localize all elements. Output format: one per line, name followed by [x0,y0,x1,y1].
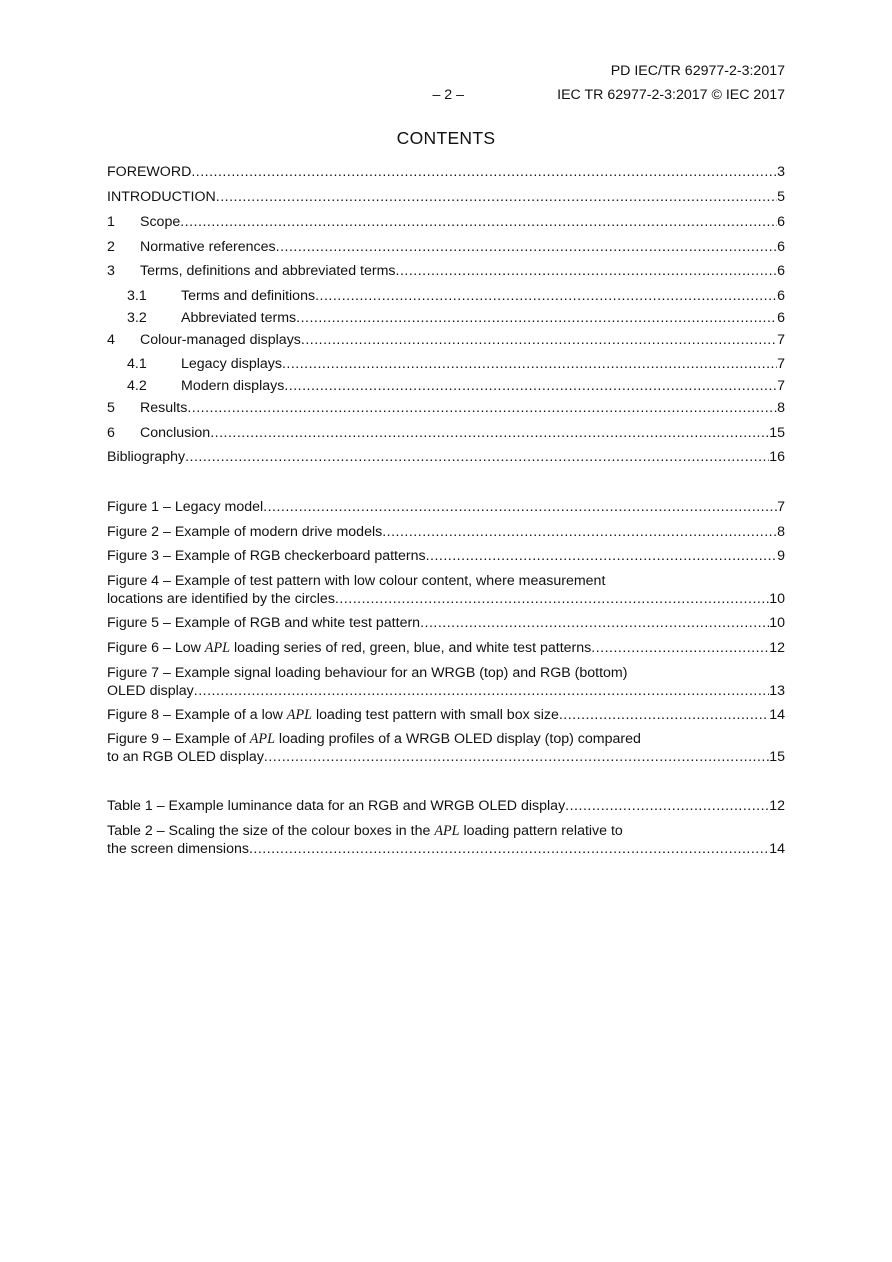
toc-entry-number: 3 [107,263,115,279]
toc-entry-page: 5 [777,189,785,205]
leader-dots [382,524,777,541]
figure-entry-page: 10 [769,615,785,631]
toc-entry-number: 6 [107,425,115,441]
figure-entry-page: 15 [769,749,785,765]
toc-entry-number: 3.1 [127,288,147,304]
apl-symbol: APL [204,640,231,656]
apl-symbol: APL [249,731,275,747]
toc-entry-number: 5 [107,400,115,416]
toc-entry-page: 3 [777,164,785,180]
toc-entry-title: INTRODUCTION [107,189,216,205]
toc-entry-number: 4 [107,332,115,348]
toc-entry-title: Modern displays [181,378,285,394]
leader-dots [591,640,769,657]
toc-entry-number: 4.1 [127,356,147,372]
apl-symbol: APL [434,823,460,839]
toc-entry-title: FOREWORD [107,164,192,180]
figure-entry-page: 13 [769,683,785,699]
toc-entry-page: 7 [777,332,785,348]
toc-entry-number: 1 [107,214,115,230]
list-item-figure-4[interactable] [107,573,785,608]
toc-entry-title: Scope [140,214,181,230]
leader-dots [296,310,777,327]
toc-entry-page: 6 [777,310,785,326]
leader-dots [559,707,769,724]
table-entry-title-cont: the screen dimensions [107,841,249,857]
list-item-figure-8[interactable] [107,707,785,724]
leader-dots [335,591,769,608]
toc-entry-title: Bibliography [107,449,186,465]
figure-entry-title: Figure 4 – Example of test pattern with low colour content, where measurement [107,573,606,589]
figure-entry-title-cont: locations are identified by the circles [107,591,335,607]
figure-entry-page: 8 [777,524,785,540]
toc-entry-terms[interactable] [107,263,785,280]
page-number: – 2 – [432,87,464,103]
figure-entry-title-cont: OLED display [107,683,194,699]
figure-entry-page: 7 [777,499,785,515]
table-entry-page: 12 [769,798,785,814]
toc-entry-title: Colour-managed displays [140,332,301,348]
toc-entry-results[interactable] [107,400,785,417]
figure-entry-title: Figure 1 – Legacy model [107,499,264,515]
leader-dots [180,214,777,231]
list-item-figure-9[interactable] [107,731,785,766]
figure-entry-title: Figure 3 – Example of RGB checkerboard patterns [107,548,426,564]
toc-entry-page: 8 [777,400,785,416]
toc-entry-page: 6 [777,288,785,304]
figure-entry-title: Figure 9 – Example of APL loading profiles of a WRGB OLED display (top) compared [107,731,641,747]
figure-entry-page: 9 [777,548,785,564]
leader-dots [284,378,777,395]
leader-dots [194,683,769,700]
table-entry-page: 14 [769,841,785,857]
toc-entry-number: 3.2 [127,310,147,326]
list-item-figure-6[interactable] [107,640,785,657]
list-item-figure-2[interactable] [107,524,785,541]
toc-entry-conclusion[interactable] [107,425,785,442]
leader-dots [185,449,769,466]
contents-title: CONTENTS [396,128,496,148]
list-item-figure-1[interactable] [107,499,785,516]
toc-entry-bibliography[interactable] [107,449,785,466]
figure-entry-title: Figure 2 – Example of modern drive models [107,524,383,540]
leader-dots [191,164,777,181]
toc-entry-title: Abbreviated terms [181,310,297,326]
toc-entry-introduction[interactable] [107,189,785,206]
leader-dots [282,356,777,373]
leader-dots [249,841,769,858]
leader-dots [426,548,778,565]
leader-dots [315,288,777,305]
figure-entry-title: Figure 6 – Low APL loading series of red, green, blue, and white test patterns [107,640,592,656]
list-item-table-1[interactable] [107,798,785,815]
toc-entry-page: 15 [769,425,785,441]
toc-entry-page: 6 [777,239,785,255]
list-item-figure-3[interactable] [107,548,785,565]
figure-entry-page: 12 [769,640,785,656]
toc-entry-title: Terms, definitions and abbreviated terms [140,263,396,279]
figure-entry-page: 14 [769,707,785,723]
leader-dots [420,615,769,632]
table-entry-title: Table 1 – Example luminance data for an RGB and WRGB OLED display [107,798,566,814]
toc-entry-title: Normative references [140,239,276,255]
figure-entry-page: 10 [769,591,785,607]
toc-entry-title: Conclusion [140,425,211,441]
toc-entry-page: 16 [769,449,785,465]
toc-entry-legacy-displays[interactable] [107,356,785,373]
toc-entry-title: Results [140,400,188,416]
toc-entry-page: 7 [777,378,785,394]
toc-entry-title: Legacy displays [181,356,282,372]
leader-dots [210,425,769,442]
leader-dots [301,332,777,349]
toc-entry-number: 2 [107,239,115,255]
leader-dots [396,263,778,280]
toc-entry-abbreviated-terms[interactable] [107,310,785,327]
leader-dots [263,499,777,516]
copyright-line: IEC TR 62977-2-3:2017 © IEC 2017 [557,87,785,103]
list-item-table-2[interactable] [107,823,785,858]
toc-entry-colour-managed-displays[interactable] [107,332,785,349]
leader-dots [276,239,777,256]
apl-symbol: APL [286,707,313,723]
list-item-figure-5[interactable] [107,615,785,632]
toc-entry-page: 6 [777,263,785,279]
figure-entry-title: Figure 7 – Example signal loading behaviour for an WRGB (top) and RGB (bottom) [107,665,628,681]
toc-entry-normative-references[interactable] [107,239,785,256]
toc-entry-modern-displays[interactable] [107,378,785,395]
table-entry-title: Table 2 – Scaling the size of the colour boxes in the APL loading pattern relative to [107,823,623,839]
list-item-figure-7[interactable] [107,665,785,700]
toc-entry-page: 6 [777,214,785,230]
figure-entry-title: Figure 5 – Example of RGB and white test pattern [107,615,421,631]
toc-entry-terms-definitions[interactable] [107,288,785,305]
leader-dots [216,189,777,206]
figure-entry-title-cont: to an RGB OLED display [107,749,264,765]
document-id: PD IEC/TR 62977-2-3:2017 [610,63,785,79]
toc-entry-foreword[interactable] [107,164,785,181]
toc-entry-title: Terms and definitions [181,288,316,304]
figure-entry-title: Figure 8 – Example of a low APL loading test pattern with small box size [107,707,559,723]
leader-dots [264,749,769,766]
leader-dots [187,400,777,417]
page-header-line [432,87,785,103]
toc-entry-scope[interactable] [107,214,785,231]
toc-entry-number: 4.2 [127,378,147,394]
toc-entry-page: 7 [777,356,785,372]
leader-dots [565,798,769,815]
